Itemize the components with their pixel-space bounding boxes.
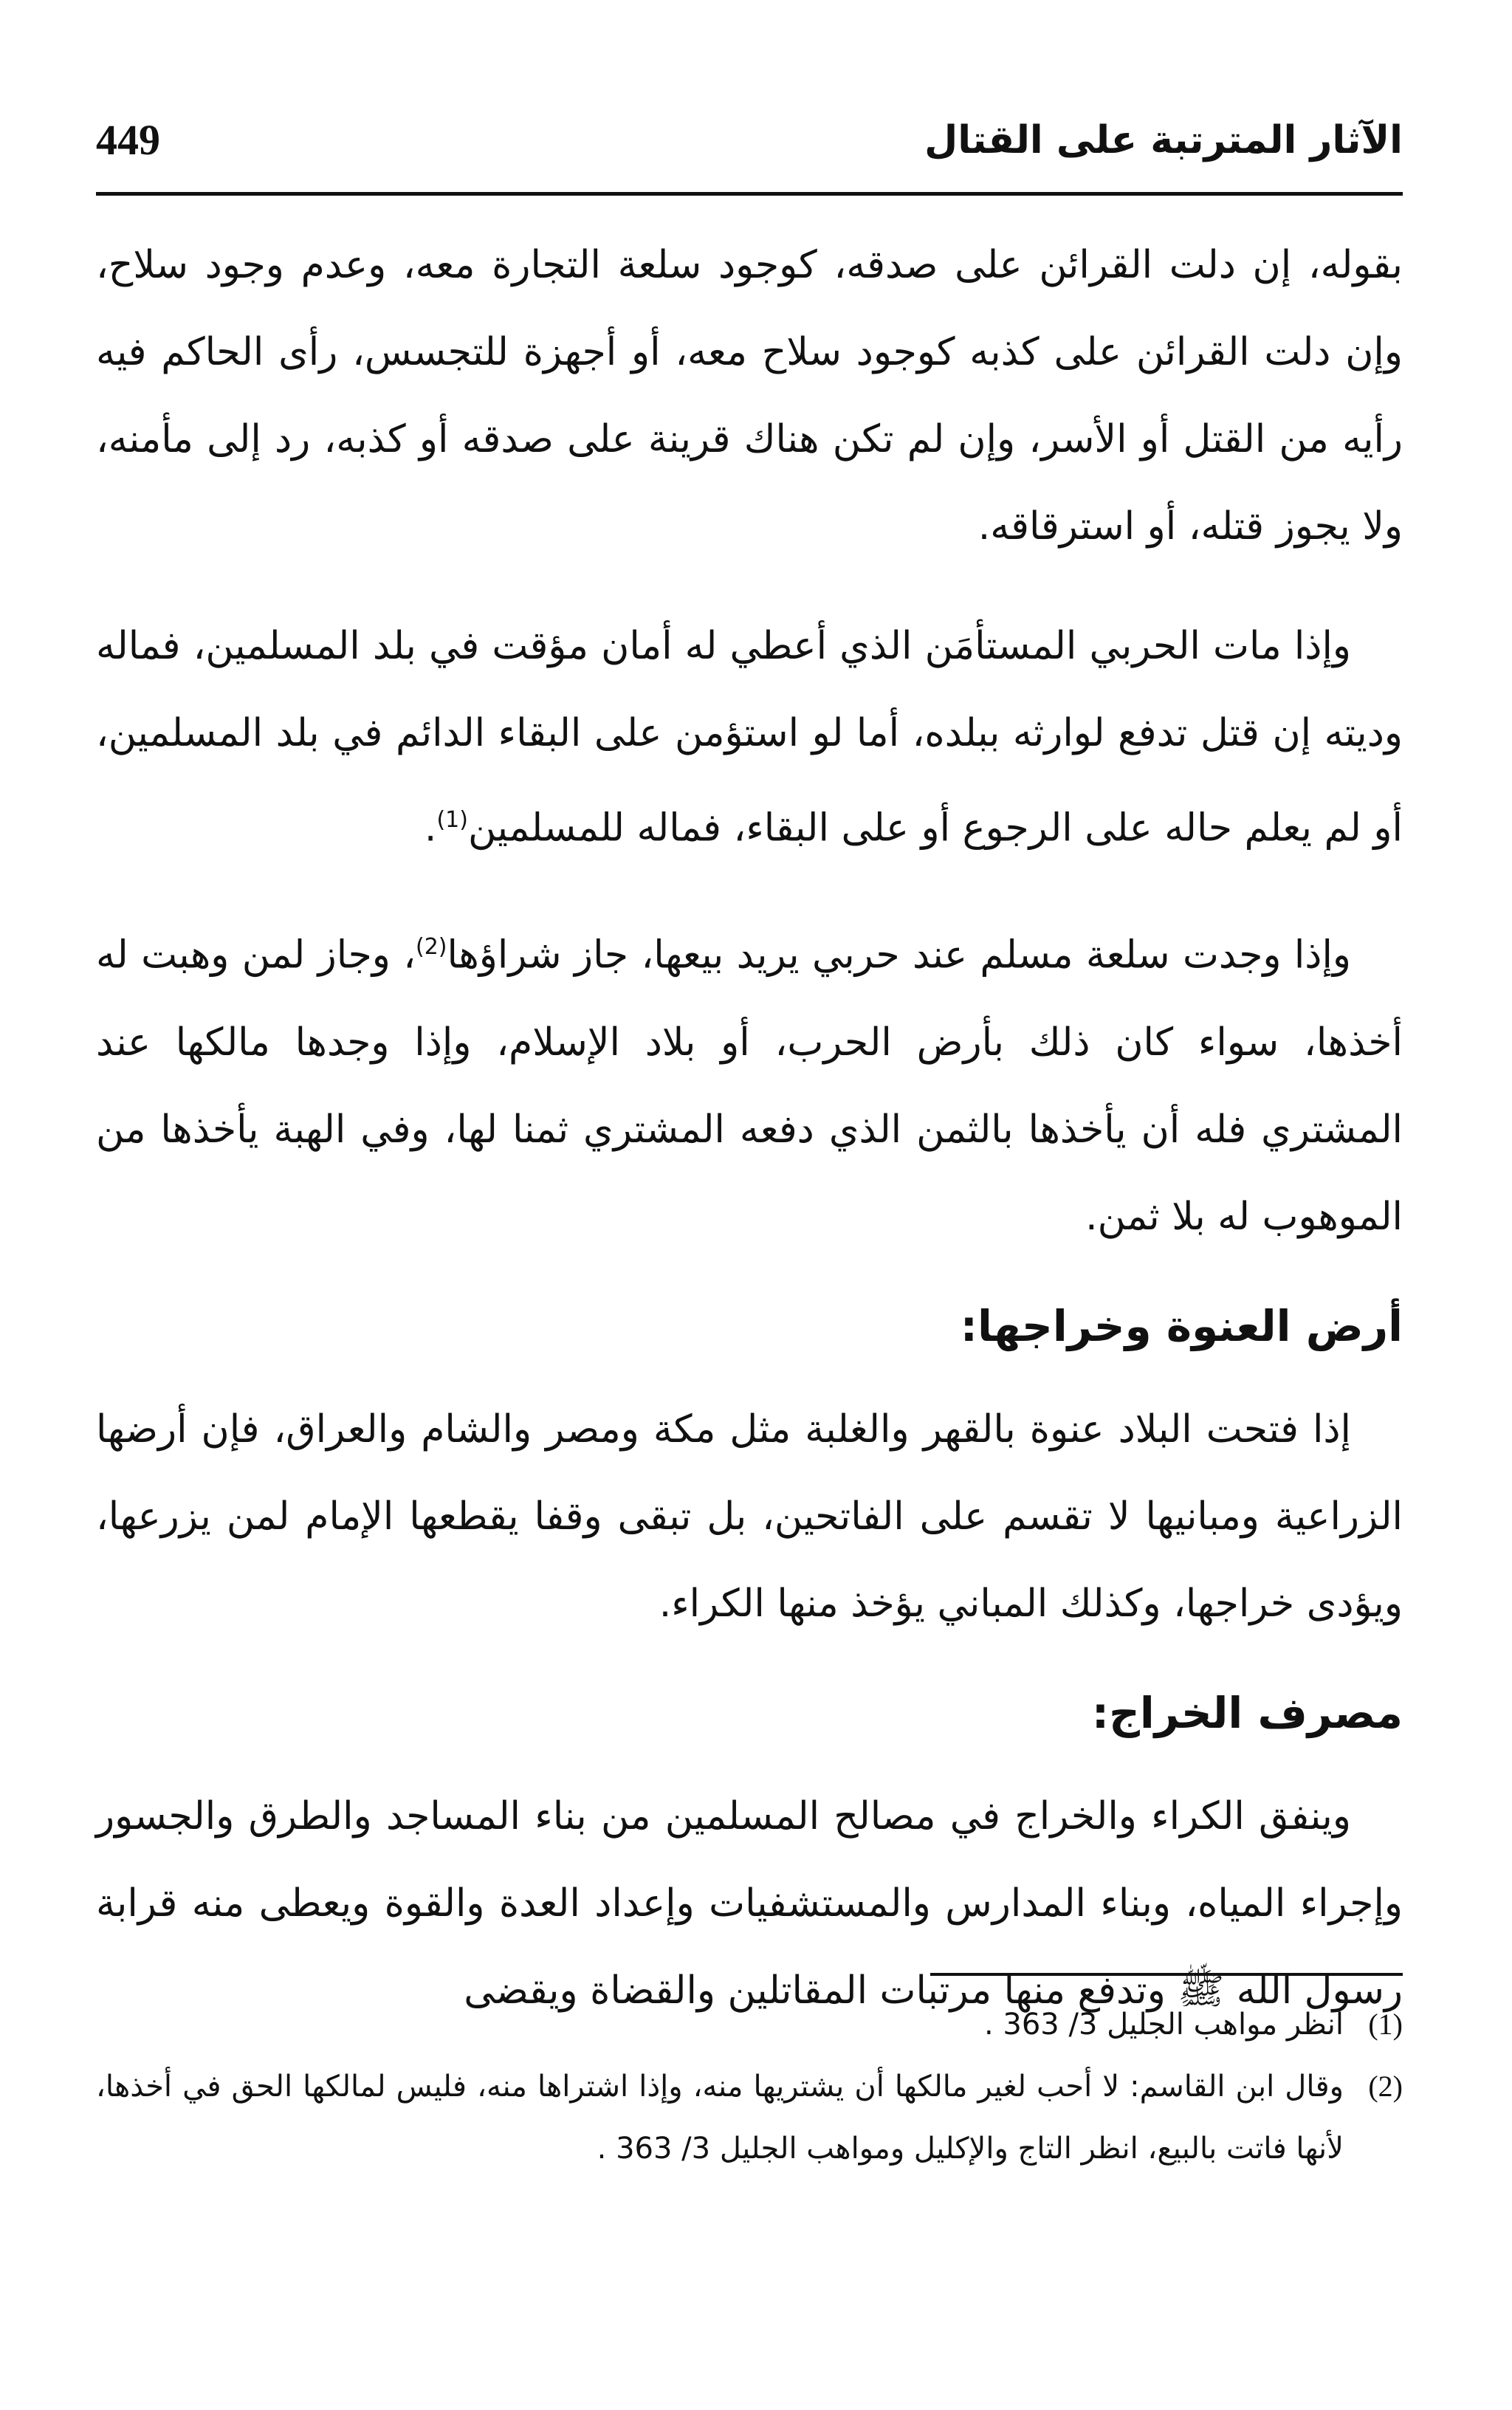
section-heading-2: مصرف الخراج: xyxy=(1091,1687,1403,1738)
footnote-ref-1[interactable]: (1) xyxy=(436,807,468,833)
footnote-2-number: (2) xyxy=(1368,2070,1403,2103)
paragraph-5: وينفق الكراء والخراج في مصالح المسلمين من بناء المساجد والطرق والجسور وإجراء المياه، وبناء المدارس والمستشفيات وإعداد العدة والقوة ويعطى منه قرابة رسول الله ﷺ وتدفع منها مرتبات المقاتلين والقضاة ويقضى xyxy=(96,1793,1403,2013)
paragraph-3 xyxy=(96,904,1403,1260)
footnote-2-text: وقال ابن القاسم: لا أحب لغير مالكها أن يشتريها منه، وإذا اشتراها منه، فليس لمالكها الحق في أخذها، لأنها فاتت بالبيع، انظر التاج والإكليل ومواهب الجليل 3/ 363 . xyxy=(96,2070,1344,2166)
paragraph-2-text: وإذا مات الحربي المستأمَن الذي أعطي له أمان مؤقت في بلد المسلمين، فماله وديته إن قتل تدفع لوارثه ببلده، أما لو استؤمن على البقاء الدائم في بلد المسلمين، أو لم يعلم حاله على الرجوع أو على البقاء، فماله للمسلمين xyxy=(96,624,1403,851)
footnote-divider xyxy=(930,1973,1403,1976)
footnote-ref-2[interactable]: (2) xyxy=(416,934,447,961)
paragraph-4: إذا فتحت البلاد عنوة بالقهر والغلبة مثل مكة ومصر والشام والعراق، فإن أرضها الزراعية ومبانيها لا تقسم على الفاتحين، بل تبقى وقفا يقطعها الإمام لمن يزرعها، ويؤدى خراجها، وكذلك المباني يؤخذ منها الكراء. xyxy=(96,1407,1403,1626)
main-text xyxy=(96,222,1403,2067)
page-number: 449 xyxy=(96,116,160,164)
paragraph-2 xyxy=(96,602,1403,871)
footnotes xyxy=(96,1994,1403,2180)
paragraph-1: بقوله، إن دلت القرائن على صدقه، كوجود سلعة التجارة معه، وعدم وجود سلاح، وإن دلت القرائن على كذبه كوجود سلاح معه، أو أجهزة للتجسس، رأى الحاكم فيه رأيه من القتل أو الأسر، وإن لم تكن هناك قرينة على صدقه أو كذبه، رد إلى مأمنه، ولا يجوز قتله، أو استرقاقه. xyxy=(96,243,1403,549)
footnote-1-number: (1) xyxy=(1368,2008,1403,2041)
paragraph-3-rest: ، وجاز لمن وهبت له أخذها، سواء كان ذلك بأرض الحرب، أو بلاد الإسلام، وإذا وجدها مالكها عند المشتري فله أن يأخذها بالثمن الذي دفعه المشتري ثمنا لها، وفي الهبة يأخذها من الموهوب له بلا ثمن. xyxy=(96,933,1403,1239)
section-heading-1: أرض العنوة وخراجها: xyxy=(960,1300,1403,1351)
paragraph-2-end: . xyxy=(424,806,437,851)
footnote-1 xyxy=(96,1994,1403,2056)
footnote-1-text: انظر مواهب الجليل 3/ 363 . xyxy=(983,2008,1344,2042)
paragraph-3-start: وإذا وجدت سلعة مسلم عند حربي يريد بيعها، جاز شراؤها xyxy=(447,933,1351,978)
page-header xyxy=(96,111,1403,196)
footnote-2 xyxy=(96,2056,1403,2180)
running-title: الآثار المترتبة على القتال xyxy=(924,118,1403,162)
